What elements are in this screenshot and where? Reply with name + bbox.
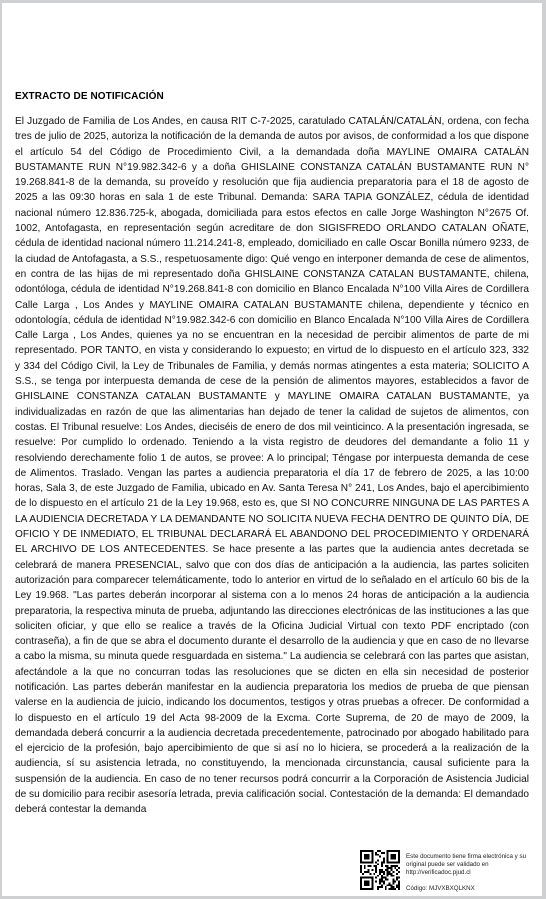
document-page: [2, 3, 542, 896]
signature-note: Este documento tiene firma electrónica y su original puede ser validado en http://verificadoc.pjud.cl: [406, 853, 527, 876]
qr-code-icon: [360, 850, 400, 890]
verification-code: Código: MJVXBXQLKNX: [406, 885, 475, 892]
document-heading: EXTRACTO DE NOTIFICACIÓN: [15, 91, 164, 102]
document-body: El Juzgado de Familia de Los Andes, en causa RIT C-7-2025, caratulado CATALÁN/CATALÁN, ordena, con fecha tres de julio de 2025, autoriza la notificación de la demanda de autos por avisos, de conformidad a los que dispone el artículo 54 del Código de Procedimiento Civil, a la demandada doña MAYLINE OMAIRA CATALÁN BUSTAMANTE RUN N°19.982.342-6 y a doña GHISLAINE CONSTANZA CATALÁN BUSTAMANTE RUN N° 19.268.841-8 de la demanda, su proveído y resolución que fija audiencia preparatoria para el 18 de agosto de 2025 a las 09:30 horas en sala 1 de este Tribunal. Demanda: SARA TAPIA GONZÁLEZ, cédula de identidad nacional número 12.836.725-k, abogada, domiciliada para estos efectos en calle Jorge Washington N°2675 Of. 1002, Antofagasta, en representación según acreditare de don SIGISFREDO ORLANDO CATALAN OÑATE, cédula de identidad nacional número 11.214.241-8, empleado, domiciliado en calle Oscar Bonilla número 9233, de la ciudad de Antofagasta, a S.S., respetuosamente digo: Qué vengo en interponer demanda de cese de alimentos, en contra de las hijas de mi representado doña GHISLAINE CONSTANZA CATALAN BUSTAMANTE, chilena, odontóloga, cédula de identidad N°19.268.841-8 con domicilio en Blanco Encalada N°100 Villa Aires de Cordillera Calle Larga , Los Andes y MAYLINE OMAIRA CATALAN BUSTAMANTE chilena, dependiente y técnico en odontología, cédula de identidad N°19.982.342-6 con domicilio en Blanco Encalada N°100 Villa Aires de Cordillera Calle Larga , Los Andes, quienes ya no se encuentran en la necesidad de percibir alimentos de parte de mi representado. POR TANTO, en vista y considerando lo expuesto; en virtud de lo dispuesto en el artículo 323, 332 y 334 del Código Civil, la Ley de Tribunales de Familia, y demás normas atingentes a esta materia; SOLICITO A S.S., se tenga por interpuesta demanda de cese de la pensión de alimentos mayores, establecidos a favor de GHISLAINE CONSTANZA CATALAN BUSTAMANTE y MAYLINE OMAIRA CATALAN BUSTAMANTE, ya individualizadas en razón de que las alimentarias han dejado de tener la calidad de sujetos de alimentos, con costas. El Tribunal resuelve: Los Andes, dieciséis de enero de dos mil veinticinco. A la presentación ingresada, se resuelve: Por cumplido lo ordenado. Teniendo a la vista registro de deudores del demandante a folio 11 y resolviendo derechamente folio 1 de autos, se provee: A lo principal; Téngase por interpuesta demanda de cese de Alimentos. Traslado. Vengan las partes a audiencia preparatoria el día 17 de febrero de 2025, a las 10:00 horas, Sala 3, de este Juzgado de Familia, ubicado en Av. Santa Teresa N° 241, Los Andes, bajo el apercibimiento de lo dispuesto en el artículo 21 de la Ley 19.968, esto es, que SI NO CONCURRE NINGUNA DE LAS PARTES A LA AUDIENCIA DECRETADA Y LA DEMANDANTE NO SOLICITA NUEVA FECHA DENTRO DE QUINTO DÍA, DE OFICIO Y DE INMEDIATO, EL TRIBUNAL DECLARARÁ EL ABANDONO DEL PROCEDIMIENTO Y ORDENARÁ EL ARCHIVO DE LOS ANTECEDENTES. Se hace presente a las partes que la audiencia antes decretada se celebrará de manera PRESENCIAL, salvo que con dos días de anticipación a la audiencia, las partes soliciten autorización para comparecer telemáticamente, todo lo anterior en virtud de lo señalado en el artículo 60 bis de la Ley 19.968. "Las partes deberán incorporar al sistema con a lo menos 24 horas de anticipación a la audiencia preparatoria, la respectiva minuta de prueba, adjuntando las direcciones electrónicas de las instituciones a las que soliciten oficiar, y que ello se realice a través de la Oficina Judicial Virtual con texto PDF encriptado (con contraseña), a fin de que se abra el documento durante el desarrollo de la audiencia y que en caso de no llevarse a cabo la misma, su minuta quede resguardada en sistema." La audiencia se celebrará con las partes que asistan, afectándole a la que no concurran todas las resoluciones que se dicten en ella sin necesidad de posterior notificación. Las partes deberán manifestar en la audiencia preparatoria los medios de prueba de que piensan valerse en la audiencia de juicio, indicando los documentos, testigos y otras pruebas a ofrecer. De conformidad a lo dispuesto en el artículo 19 del Acta 98-2009 de la Excma. Corte Suprema, de 20 de mayo de 2009, la demandada deberá concurrir a la audiencia decretada precedentemente, patrocinado por abogado habilitado para el ejercicio de la profesión, bajo apercibimiento de que si así no lo hiciera, se procederá a la realización de la audiencia, sí su asistencia letrada, no constituyendo, la mencionada circunstancia, causal suficiente para la suspensión de la audiencia. En caso de no tener recursos podrá concurrir a la Corporación de Asistencia Judicial de su domicilio para recibir asesoría letrada, previa calificación social. Contestación de la demanda: El demandado deberá contestar la demanda: [15, 116, 529, 816]
